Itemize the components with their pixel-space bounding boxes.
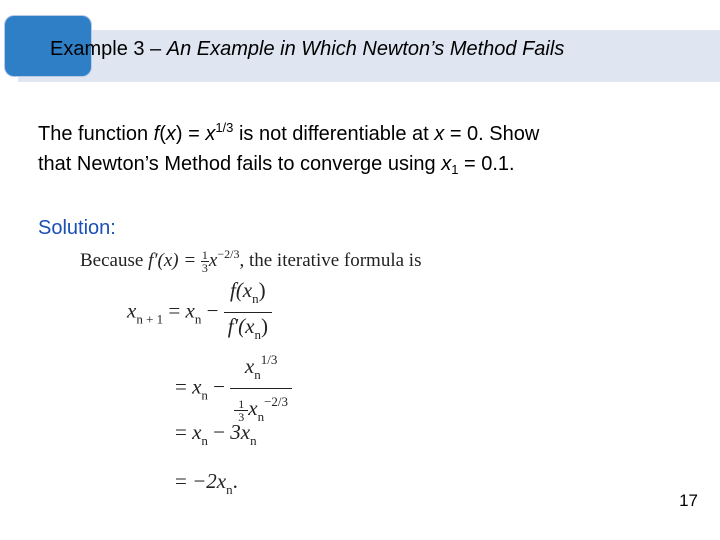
step-2 [175,347,292,430]
step1-den-close: ) [260,314,268,338]
minus-sign: − [201,298,224,323]
minus-sign: − [207,420,231,444]
step2-x-sub: n [201,387,208,403]
step1-num [224,277,272,313]
because-word: Because [80,250,149,271]
intro-text: is not differentiable at [233,123,435,145]
step2-num-sub: n [254,367,261,382]
step1-num-close: ) [258,278,266,302]
power-exp: −2/3 [217,247,240,261]
step2-den-sub: n [257,409,265,424]
intro-subscript: 1 [451,162,459,177]
step2-x: x [192,374,202,399]
slide-title [50,38,564,61]
step2-num-exp: 1/3 [260,352,278,367]
step1-x-sub: n [194,311,202,327]
step2-den-coef-num: 1 [234,398,248,411]
because-tail: , the iterative formula is [239,250,422,271]
intro-text: ( [159,123,166,145]
step2-den-base: x [248,396,258,420]
coef-num: 1 [201,248,208,263]
problem-statement [38,119,539,179]
step1-den-text: f′(x [227,314,255,338]
step3-x-sub: n [201,433,208,448]
intro-var: x [165,123,176,145]
step3-x: x [192,420,202,444]
intro-text: ) = [175,123,206,145]
equals-sign: = [175,374,193,399]
step-3 [175,420,257,449]
step1-num-sub: n [252,291,259,306]
because-line [80,247,421,274]
step2-fraction [230,347,292,430]
intro-text: The function [38,123,154,145]
coef-den: 3 [201,261,208,276]
step-4 [175,469,238,498]
step1-num-text: f(x [229,278,253,302]
step1-fraction [224,277,272,348]
step1-lhs-sub: n + 1 [136,311,164,327]
equals-sign: = [163,298,186,323]
intro-var: x [441,153,452,175]
fprime-expr: f′(x) = [148,250,201,271]
title-prefix: Example 3 – [50,38,167,60]
intro-text: that Newton’s Method fails to converge using [38,153,442,175]
step4-end: . [232,469,238,493]
solution-label: Solution: [38,217,116,239]
equals-sign: = [175,420,193,444]
step1-x: x [185,298,195,323]
power-base: x [208,250,218,271]
coef-fraction [201,249,209,274]
equals-sign: = [175,469,193,493]
step-1 [127,277,272,348]
step2-num-base: x [244,354,255,378]
step4-sub: n [226,482,233,497]
page-number: 17 [679,491,698,510]
step2-den-coef-den: 3 [238,409,245,424]
step2-num [230,347,292,389]
intro-var: x [205,123,216,145]
step3-sub: n [250,433,257,448]
step1-den [224,313,272,348]
intro-text: = 0.1. [458,153,515,175]
title-italic: An Example in Which Newton’s Method Fails [166,38,565,60]
intro-exponent: 1/3 [215,120,234,135]
intro-var: x [434,123,445,145]
step2-den-exp: −2/3 [264,394,289,409]
step2-den-coef [234,398,248,423]
intro-var: f [153,123,160,145]
step4-val: −2x [192,469,227,493]
step1-den-sub: n [254,327,261,342]
step3-coef: 3x [230,420,251,444]
minus-sign: − [207,374,231,399]
intro-text: = 0. Show [444,123,540,145]
step1-lhs: x [127,298,137,323]
